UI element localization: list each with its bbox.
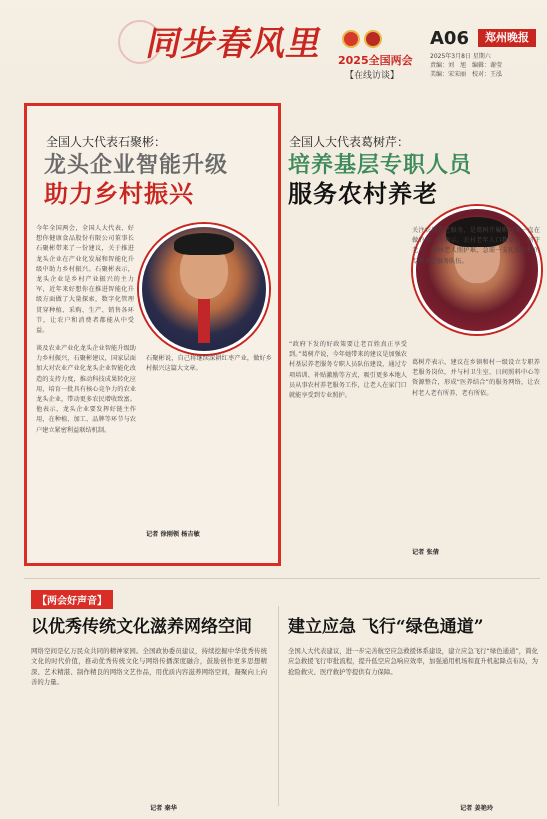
portrait-shi-jubin xyxy=(139,224,269,354)
left-article-headline-line1: 龙头企业智能升级 xyxy=(44,152,229,178)
right-article-body-col1: 关注农村养老服务，是葛树芹履职以来一直在做的事。她表示，农村老年人口数量大，留守老人、独居老人照护难，急需一支扎根乡村的专职养老服务队伍。 xyxy=(412,227,540,265)
page-header xyxy=(0,0,547,86)
left-article-body-col3: 石聚彬说，自己将继续深耕红枣产业，做好乡村振兴这篇大文章。 xyxy=(146,355,272,373)
meta-designers: 美编：宋宋丽 校对：王泓 xyxy=(430,71,503,78)
page-number: A06 xyxy=(430,28,469,49)
newspaper-name: 郑州晚报 xyxy=(478,29,536,47)
cppcc-emblem-icon xyxy=(364,30,382,48)
right-article-author: 记者 张倩 xyxy=(412,549,439,556)
right-article-body-col3: 葛树芹表示，建议在乡镇和村一级设立专职养老服务岗位，并与村卫生室、日间照料中心等资源整合，形成“医养结合”的服务网络，让农村老人老有所养、老有所依。 xyxy=(412,359,540,397)
section-tag: 【两会好声音】 xyxy=(31,590,113,609)
bottom-right-body: 全国人大代表建议，进一步完善航空应急救援体系建设，建立应急飞行“绿色通道”，简化应急救援飞行审批流程，提升低空应急响应效率，加强通用机场和直升机起降点布局，为抢险救灾、医疗救护等提供有力保障。 xyxy=(288,647,538,676)
column-title: 同步春风里 xyxy=(143,24,327,64)
right-article-kicker: 全国人大代表葛树芹： xyxy=(289,135,410,149)
meta-editors: 责编：刘 旭 编辑：谢莹 xyxy=(430,62,503,69)
right-article-body-col2: “政府下发的好政策要让老百姓真正享受到。”葛树芹说，今年她带来的建议是加强农村基层养老服务专职人员队伍建设，通过专项培训、补贴激励等方式，吸引更多本地人员从事农村养老服务工作，让老人在家门口就能享受到专业照护。 xyxy=(289,341,407,400)
left-article-kicker: 全国人大代表石聚彬： xyxy=(46,135,167,149)
bottom-left-headline: 以优秀传统文化滋养网络空间 xyxy=(31,617,252,637)
column-divider xyxy=(278,606,279,806)
section-subtag: 【在线访谈】 xyxy=(345,71,400,81)
left-article-body-col1: 今年全国两会，全国人大代表、好想你健康食品股份有限公司董事长石聚彬带来了一份建议，关于推进龙头企业在产业化发展和智能化升级中助力乡村振兴。石聚彬表示，龙头企业是乡村产业振兴的主力军，近年来好想你在推进智能化升级方面做了大量探索，数字化管理贯穿种植、采购、生产、销售各环节，让农户和消费者都能从中受益。 xyxy=(36,225,134,335)
bottom-right-headline: 建立应急 飞行“绿色通道” xyxy=(288,617,484,637)
bottom-left-author: 记者 秦华 xyxy=(150,805,177,812)
right-article-headline-line1: 培养基层专职人员 xyxy=(288,152,473,178)
page-meta xyxy=(430,52,542,79)
right-article-headline-line2: 服务农村养老 xyxy=(288,179,438,208)
left-article-headline-line2: 助力乡村振兴 xyxy=(44,179,194,208)
bottom-right-author: 记者 姜艳玲 xyxy=(460,805,494,812)
npc-emblem-icon xyxy=(342,30,360,48)
left-article-author: 记者 徐刚领 杨吉敏 xyxy=(146,531,200,538)
meta-date: 2025年3月8日 星期六 xyxy=(430,53,491,60)
session-label: 2025全国两会 xyxy=(338,54,413,67)
left-article-body-col2: 谈及农业产业化龙头企业智能升级助力乡村振兴，石聚彬建议，国家层面加大对农业产业化龙头企业智能化改造的支持力度，推动科技成果转化应用，培育一批具有核心竞争力的农业龙头企业，带动更多农民增收致富。他表示，龙头企业要发挥好链主作用，在种植、加工、品牌等环节与农户建立紧密利益联结机制。 xyxy=(36,345,136,434)
bottom-left-body: 网络空间是亿万民众共同的精神家园。全国政协委员建议，持续挖掘中华优秀传统文化的时代价值，推动优秀传统文化与网络传播深度融合，鼓励创作更多思想精深、艺术精湛、制作精良的网络文艺作品，用优质内容滋养网络空间，凝聚向上向善的力量。 xyxy=(31,647,267,687)
section-divider xyxy=(24,578,540,579)
